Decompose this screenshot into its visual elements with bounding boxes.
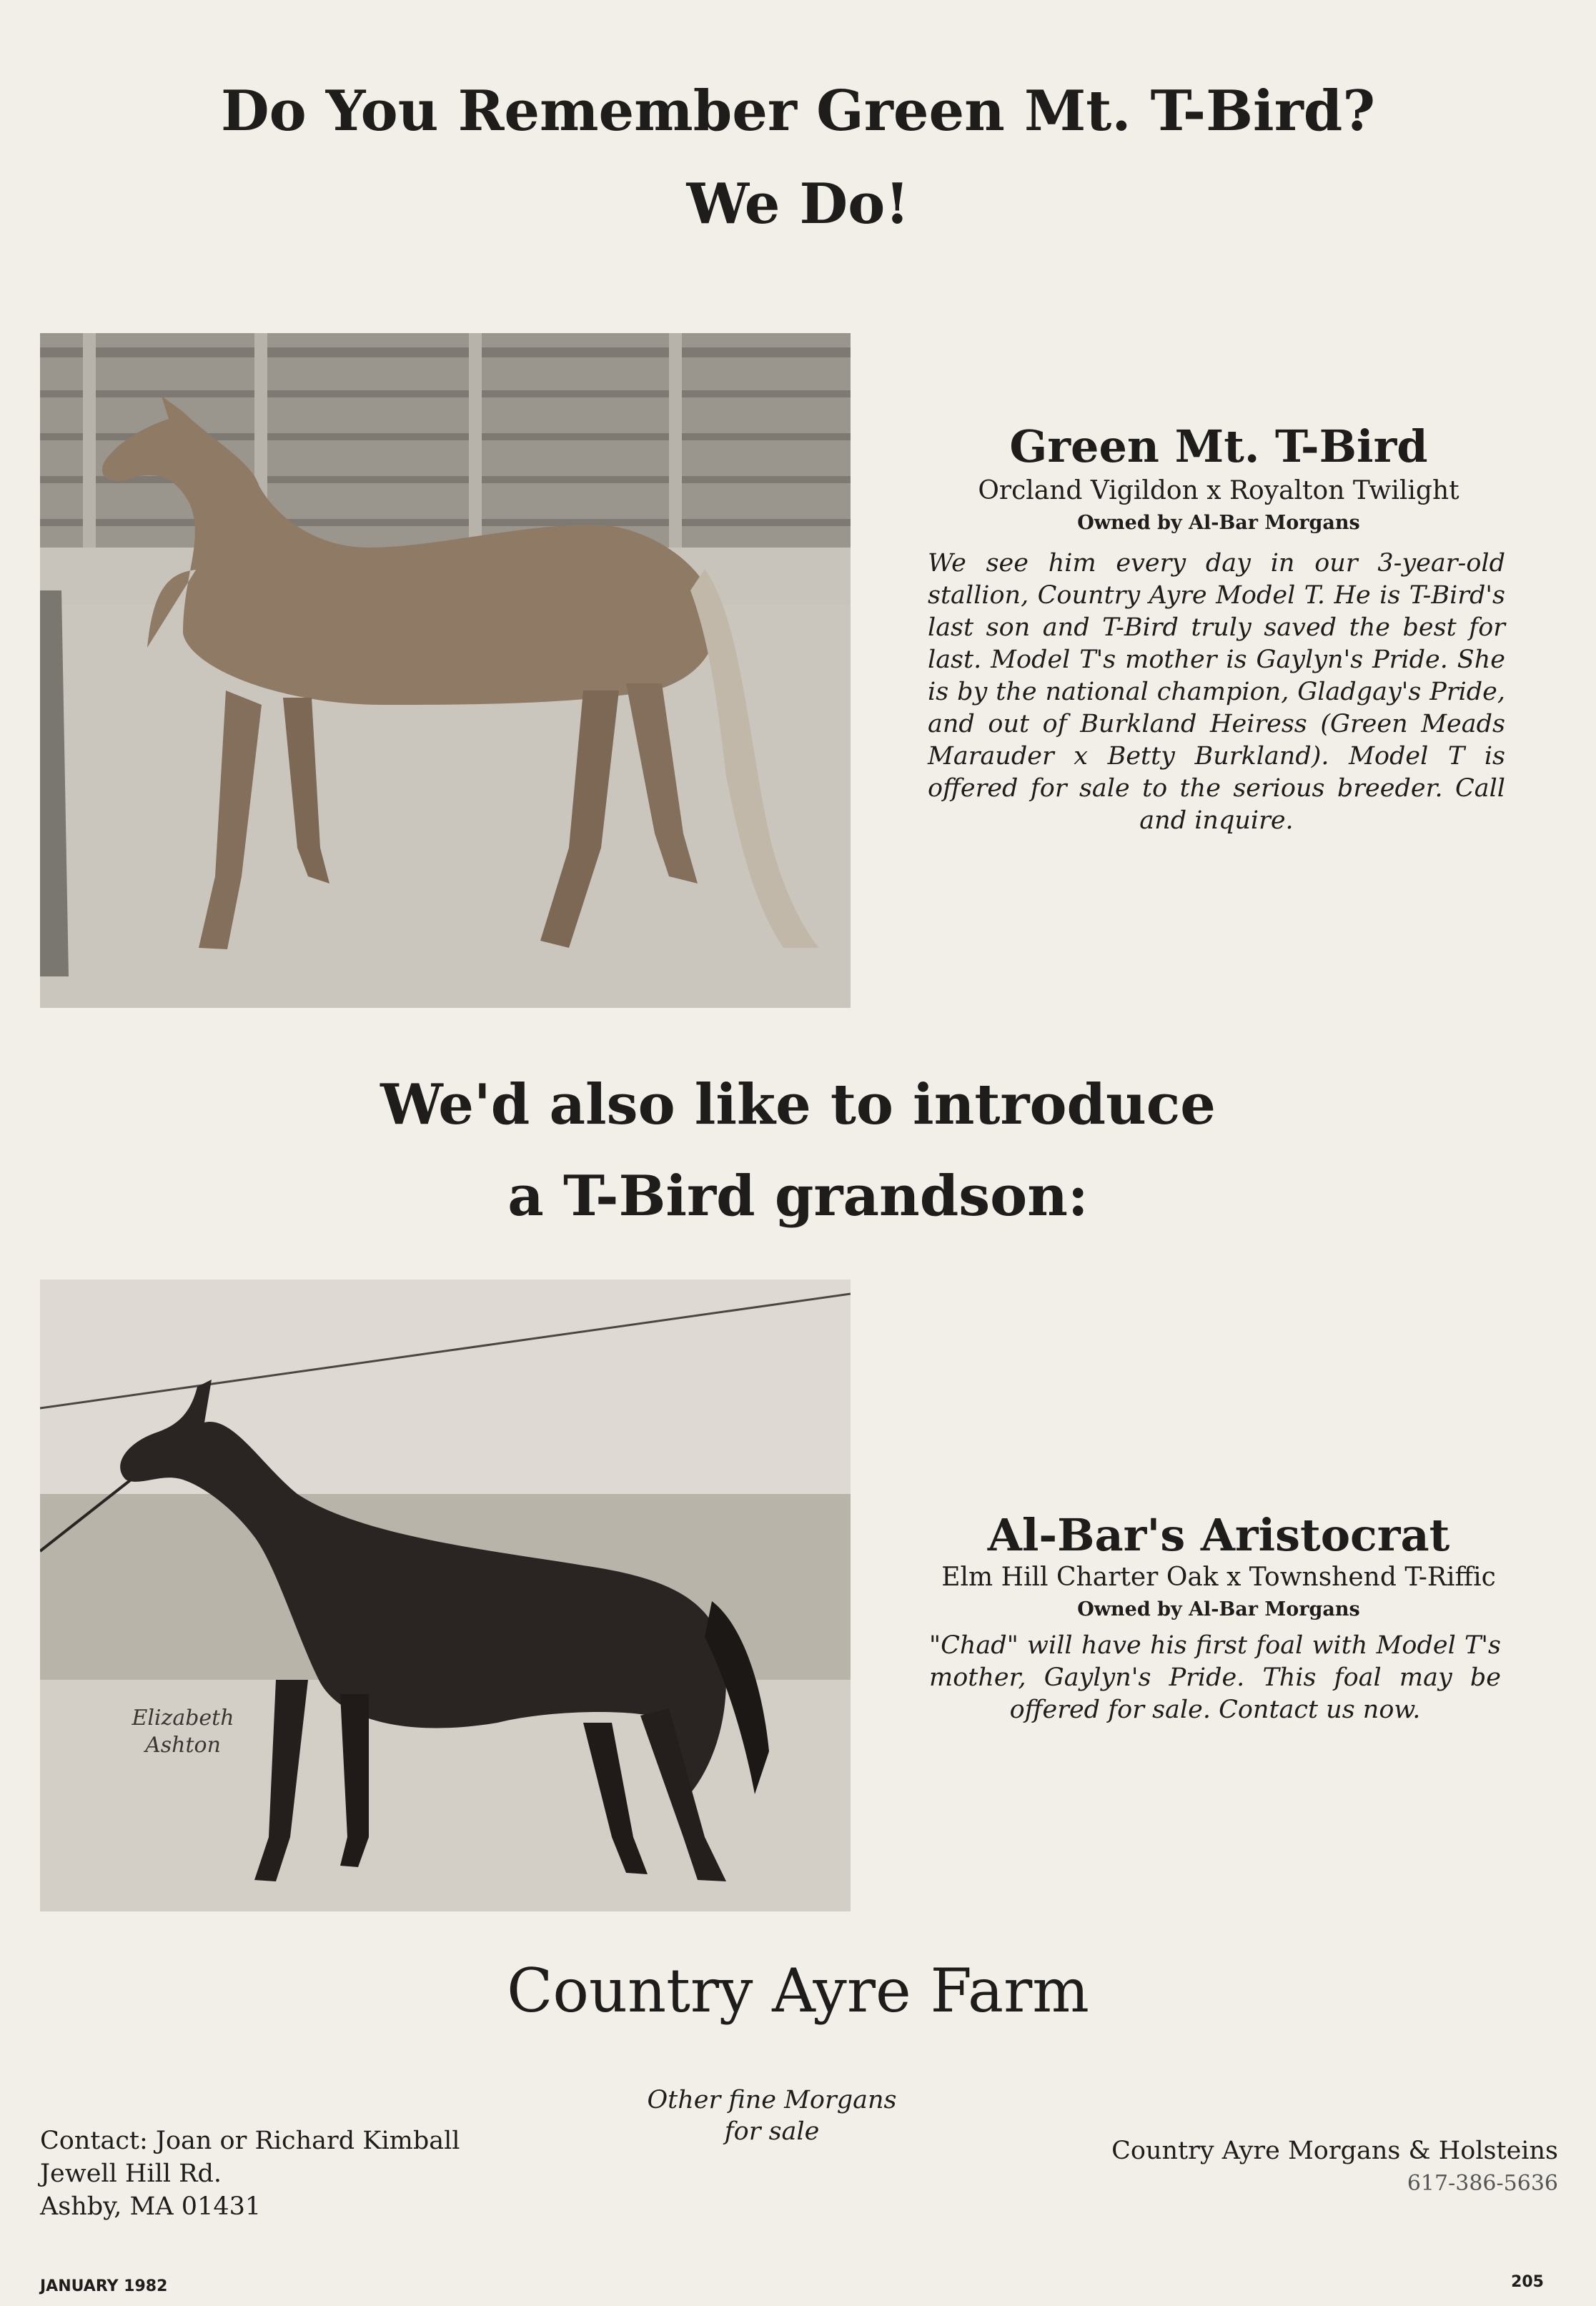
photo-green-mt-t-bird xyxy=(40,333,851,1008)
horse2-pedigree: Elm Hill Charter Oak x Townshend T-Riffic xyxy=(941,1563,1496,1592)
subheadline-line-1: We'd also like to introduce xyxy=(380,1072,1216,1137)
horse2-name: Al-Bar's Aristocrat xyxy=(987,1509,1450,1561)
page-number: 205 xyxy=(1511,2273,1544,2291)
farm-name: Country Ayre Farm xyxy=(507,1956,1089,2026)
horse2-owner: Owned by Al-Bar Morgans xyxy=(1077,1598,1360,1620)
contact-line-1: Contact: Joan or Richard Kimball xyxy=(40,2127,460,2155)
footer-date: JANUARY 1982 xyxy=(40,2277,168,2295)
horse1-name: Green Mt. T-Bird xyxy=(1009,420,1428,472)
business-phone: 617-386-5636 xyxy=(1407,2171,1558,2196)
horse1-pedigree: Orcland Vigildon x Royalton Twilight xyxy=(978,476,1459,505)
photo-credit-line-1: Elizabeth xyxy=(132,1706,234,1731)
other-line-2: for sale xyxy=(724,2117,820,2146)
other-line-1: Other fine Morgans xyxy=(647,2086,897,2114)
horse2-description: "Chad" will have his first foal with Model T's mother, Gaylyn's Pride. This foal may be offered for sale. Contact us now. xyxy=(929,1631,1501,1724)
contact-block xyxy=(40,2124,612,2223)
contact-line-3: Ashby, MA 01431 xyxy=(40,2192,262,2221)
photo-credit xyxy=(126,1705,240,1759)
headline-line-1: Do You Remember Green Mt. T-Bird? xyxy=(220,79,1376,144)
other-morgans-note xyxy=(572,2084,972,2147)
headline-line-2: We Do! xyxy=(686,172,910,237)
business-block xyxy=(972,2134,1558,2200)
horse1-owner: Owned by Al-Bar Morgans xyxy=(1077,512,1360,534)
business-name: Country Ayre Morgans & Holsteins xyxy=(1111,2137,1558,2165)
contact-line-2: Jewell Hill Rd. xyxy=(40,2159,222,2188)
photo-al-bars-aristocrat xyxy=(40,1280,851,1911)
subheadline-line-2: a T-Bird grandson: xyxy=(507,1164,1089,1229)
photo-credit-line-2: Ashton xyxy=(145,1733,221,1758)
horse1-description: We see him every day in our 3-year-old stallion, Country Ayre Model T. He is T-Bird's last son and T-Bird truly saved the best for last. Model T's mother is Gaylyn's Pride. She is by the national champion, Gladgay's Pride, and out of Burkland Heiress (Green Meads Marauder x Betty Burkland). Model T is offered for sale to the serious breeder. Call and inquire. xyxy=(928,549,1505,835)
